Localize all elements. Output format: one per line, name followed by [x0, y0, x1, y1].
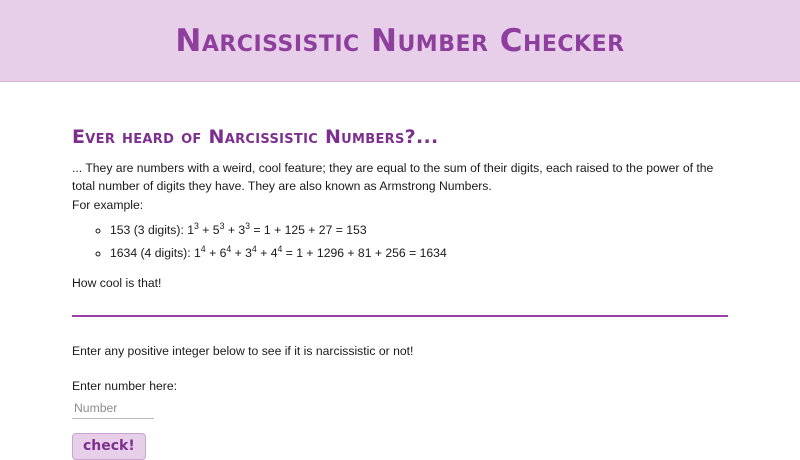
- exponent: 4: [251, 244, 257, 255]
- example-text-prefix: 153 (3 digits): 1: [110, 223, 195, 238]
- example-text-mid: + 3: [231, 246, 252, 261]
- example-text-mid: + 4: [256, 246, 278, 261]
- exponent: 4: [226, 244, 232, 255]
- example-label: For example:: [72, 198, 144, 213]
- exponent: 3: [245, 221, 251, 231]
- exponent: 3: [219, 221, 225, 231]
- intro-paragraph: ... They are numbers with a weird, cool feature; they are equal to the sum of their digits, each raised to the power of the total number of digits they have. They are also known as Armstrong Numbers.: [72, 161, 714, 193]
- number-input[interactable]: [72, 399, 154, 419]
- example-text-suffix: = 1 + 125 + 27 = 153: [250, 223, 367, 238]
- exponent: 4: [277, 244, 283, 255]
- list-item: [110, 242, 728, 265]
- section-divider: [72, 315, 728, 317]
- section-heading: Ever heard of Narcissistic Numbers?...: [72, 126, 439, 148]
- example-text-mid: + 5: [198, 223, 220, 238]
- examples-list: [72, 219, 728, 265]
- example-text-mid: + 3: [224, 223, 246, 238]
- form-prompt: Enter any positive integer below to see if it is narcissistic or not!: [72, 344, 414, 359]
- header-banner: [0, 0, 800, 82]
- check-button[interactable]: check!: [72, 433, 146, 460]
- how-cool-text: How cool is that!: [72, 276, 162, 291]
- number-input-label: Enter number here:: [72, 378, 178, 393]
- exponent: 4: [200, 244, 206, 255]
- exponent: 3: [194, 221, 199, 231]
- example-text-mid: + 6: [205, 246, 227, 261]
- example-text-prefix: 1634 (4 digits): 1: [110, 246, 201, 261]
- list-item: [110, 219, 728, 242]
- page-title: Narcissistic Number Checker: [175, 22, 625, 59]
- main-content: [0, 82, 800, 460]
- example-text-suffix: = 1 + 1296 + 81 + 256 = 1634: [282, 246, 447, 261]
